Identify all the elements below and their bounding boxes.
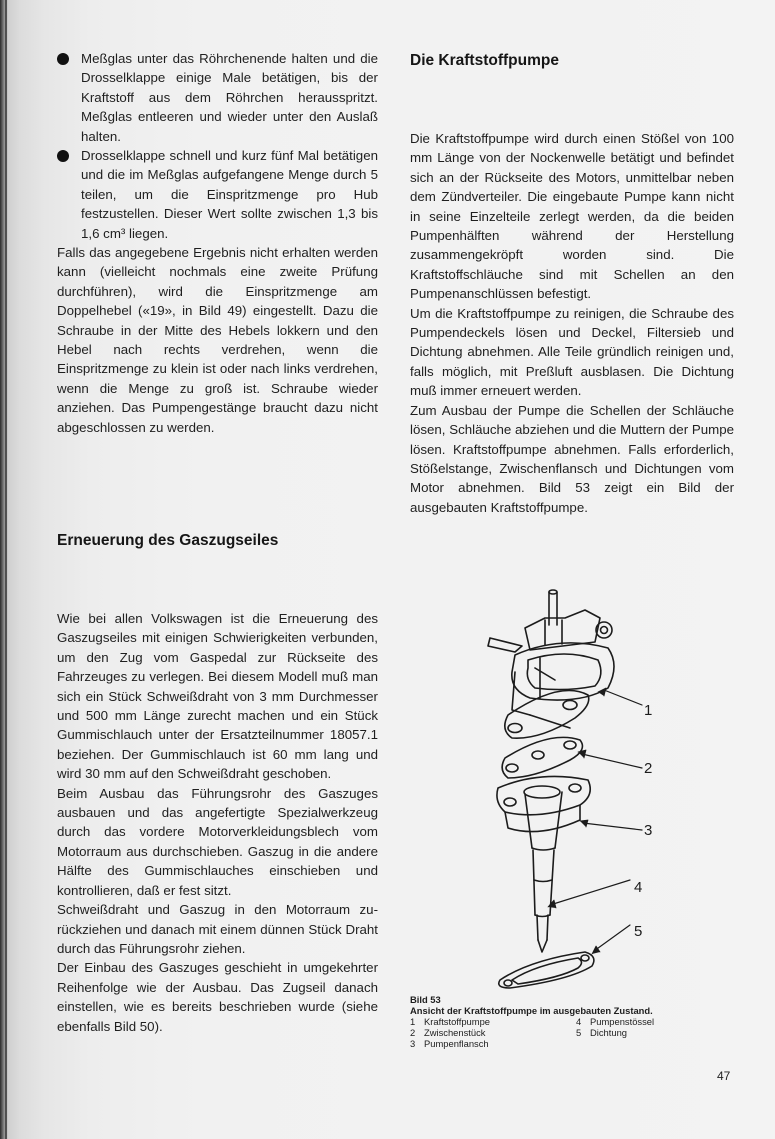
callout-1: 1 (644, 702, 653, 719)
paragraph: Schweißdraht und Gaszug in den Motorraum zurückziehen und danach mit einem dünnen Stück Draht durch das Führungsrohr ziehen. (57, 902, 378, 956)
bullet-dot-icon (57, 150, 69, 162)
legend-item: 3 Pumpenflansch (410, 1038, 489, 1049)
kraftstoffpumpe-body (410, 129, 734, 517)
fuel-pump-exploded-diagram-icon (470, 580, 670, 990)
callout-4: 4 (634, 879, 643, 896)
paragraph: Beim Ausbau das Führungsrohr des Gaszuges ausbauen und das angefertigte Spezialwerkzeug durch das vordere Motorverkleidungsblech vom Motorraum aus durchschieben. Gaszug in die andere Hälfte des Gummischlauches einschieben und kontrollieren, daß er fest sitzt. (57, 785, 378, 898)
paragraph: Falls das angegebene Ergebnis nicht erhalten werden kann (vielleicht nochmals eine zweite Prüfung durchführen), wird die Einspritzmenge am Doppelhebel («19», in Bild 49) eingestellt. Dazu die Schraube in der Mitte des Hebels lokkern und den Hebel nach rechts verdrehen, wenn die Einspritzmenge zu klein ist oder nach links verdrehen, wenn die Menge zu groß ist. Schraube wieder anziehen. Das Pumpengestänge braucht dazu nicht abgeschlossen zu werden. (57, 245, 378, 435)
callout-3: 3 (644, 822, 653, 839)
paragraph: Der Einbau des Gaszuges geschieht in umgekehrter Reihenfolge wie der Ausbau. Das Zugseil danach einstellen, wie es bereits beschrieben wurde (siehe ebenfalls Bild 50). (57, 960, 378, 1034)
caption-subtitle: Ansicht der Kraftstoffpumpe im ausgebauten Zustand. (410, 1005, 653, 1016)
paragraph: Die Kraftstoffpumpe wird durch einen Stößel von 100 mm Länge von der Nockenwelle betätigt und befindet sich an der Rückseite des Motors, unmittelbar neben dem Zündverteiler. Die eingebaute Pumpe kann nicht in seine Einzelteile zerlegt werden, da die beiden Pumpenhälften während der Herstellung zusammengekröpft worden sind. Die Kraftstoffschläuche sind mit Schellen an den Pumpenanschlüssen befestigt. (410, 131, 734, 302)
bullet-item (57, 146, 378, 243)
section-heading-kraftstoffpumpe: Die Kraftstoffpumpe (410, 52, 559, 69)
callout-2: 2 (644, 760, 653, 777)
callout-5: 5 (634, 923, 643, 940)
figure-caption (410, 994, 680, 1049)
caption-title: Bild 53 (410, 994, 441, 1005)
gaszug-body (57, 609, 378, 1036)
paragraph: Wie bei allen Volkswagen ist die Erneuerung des Gaszugseiles mit einigen Schwierigkeiten verbunden, um den Zug vom Gaspedal zur Rückseite des Fahrzeuges zu verlegen. Bei diesem Modell muß man sich ein Stück Schweißdraht von 3 mm Durchmesser und 500 mm Länge zurecht machen und ein Stück Gummischlauch unter der Ersatzteilnummer 18057.1 beziehen. Der Gummischlauch ist 60 mm lang und wird 30 mm auf den Schweißdraht geschoben. (57, 611, 378, 782)
paragraph: Zum Ausbau der Pumpe die Schellen der Schläuche lösen, Schläuche abziehen und die Muttern der Pumpe lösen. Kraftstoffpumpe abnehmen. Falls erforderlich, Stößelstange, Zwischenflansch und Dichtungen vom Motor abnehmen. Bild 53 zeigt ein Bild der ausgebauten Kraftstoffpumpe. (410, 402, 734, 515)
legend-item: 1 Kraftstoffpumpe (410, 1016, 491, 1027)
book-spine-shadow (5, 0, 7, 1139)
legend-item: 5 Dichtung (576, 1027, 628, 1038)
bullet-list (57, 49, 378, 243)
bullet-item (57, 49, 378, 146)
section-heading-gaszugseil: Erneuerung des Gaszugseiles (57, 532, 279, 549)
paragraph: Um die Kraftstoffpumpe zu reinigen, die Schraube des Pumpendeckels lösen und Deckel, Filtersieb und Dichtung abnehmen. Alle Teile gründlich reinigen und, falls möglich, mit Preßluft ausblasen. Die Dichtung muß immer erneuert werden. (410, 305, 734, 399)
bullet-dot-icon (57, 53, 69, 65)
legend-item: 4 Pumpenstössel (576, 1016, 655, 1027)
adjustment-paragraph (57, 243, 378, 437)
bullet-text: Meßglas unter das Röhrchenende halten und die Drosselklappe einige Male betätigen, bis der Kraftstoff aus dem Röhrchen herausspritzt. Meßglas entleeren und wieder unter den Auslaß halten. (81, 51, 378, 144)
bullet-text: Drosselklappe schnell und kurz fünf Mal betätigen und die im Meßglas aufgefangene Menge durch 5 teilen, um die Einspritzmenge pro Hub festzustellen. Dieser Wert sollte zwischen 1,3 bis 1,6 cm³ liegen. (81, 148, 378, 241)
legend-item: 2 Zwischenstück (410, 1027, 486, 1038)
figure-legend (410, 1016, 680, 1049)
page-number: 47 (717, 1069, 731, 1083)
